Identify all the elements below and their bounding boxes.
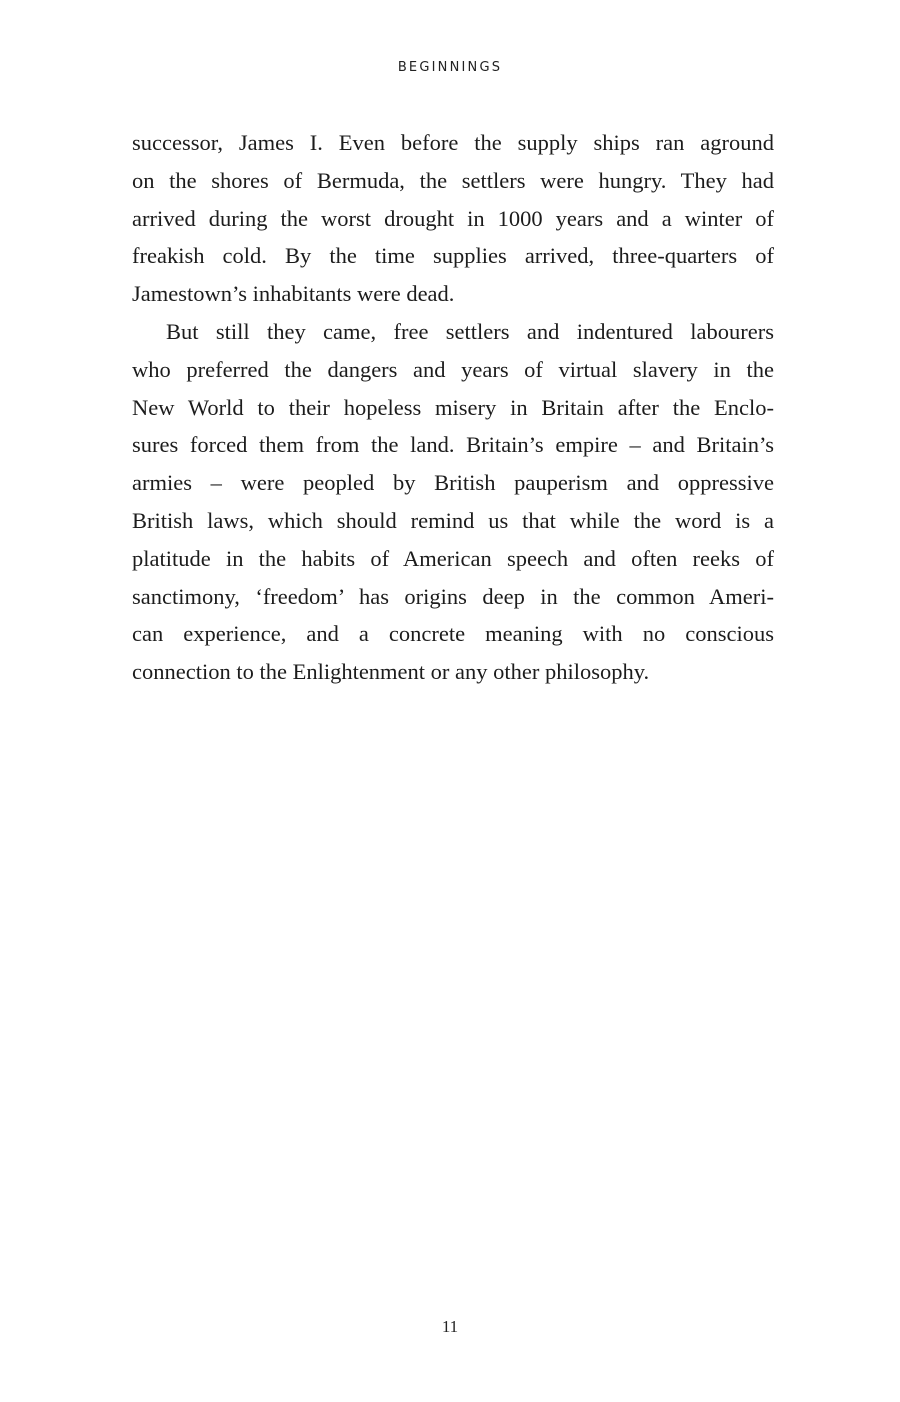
text-line: Jamestown’s inhabitants were dead. bbox=[132, 281, 455, 307]
text-line: sanctimony, ‘freedom’ has origins deep in the common Ameri- bbox=[132, 583, 774, 609]
page-number: 11 bbox=[441, 1317, 459, 1336]
running-head: BEGINNINGS bbox=[397, 60, 503, 75]
text-line: freakish cold. By the time supplies arrived, three-quarters of bbox=[132, 243, 774, 269]
text-line: arrived during the worst drought in 1000 years and a winter of bbox=[132, 205, 774, 231]
text-line: can experience, and a concrete meaning with no conscious bbox=[132, 621, 774, 647]
text-line: New World to their hopeless misery in Britain after the Enclo- bbox=[132, 394, 774, 420]
text-line: connection to the Enlightenment or any other philosophy. bbox=[132, 659, 650, 685]
body-text bbox=[132, 124, 774, 691]
text-line: armies – were peopled by British pauperism and oppressive bbox=[132, 470, 774, 496]
text-line: But still they came, free settlers and indentured labourers bbox=[166, 318, 774, 344]
paragraph-1 bbox=[132, 124, 774, 313]
text-line: platitude in the habits of American speech and often reeks of bbox=[132, 545, 774, 571]
text-line: successor, James I. Even before the supply ships ran aground bbox=[132, 130, 774, 155]
text-line: who preferred the dangers and years of virtual slavery in the bbox=[132, 356, 774, 382]
text-line: sures forced them from the land. Britain’s empire – and Britain’s bbox=[132, 432, 774, 458]
paragraph-2 bbox=[132, 313, 774, 691]
text-line: British laws, which should remind us that while the word is a bbox=[132, 507, 774, 533]
text-line: on the shores of Bermuda, the settlers were hungry. They had bbox=[132, 167, 774, 193]
